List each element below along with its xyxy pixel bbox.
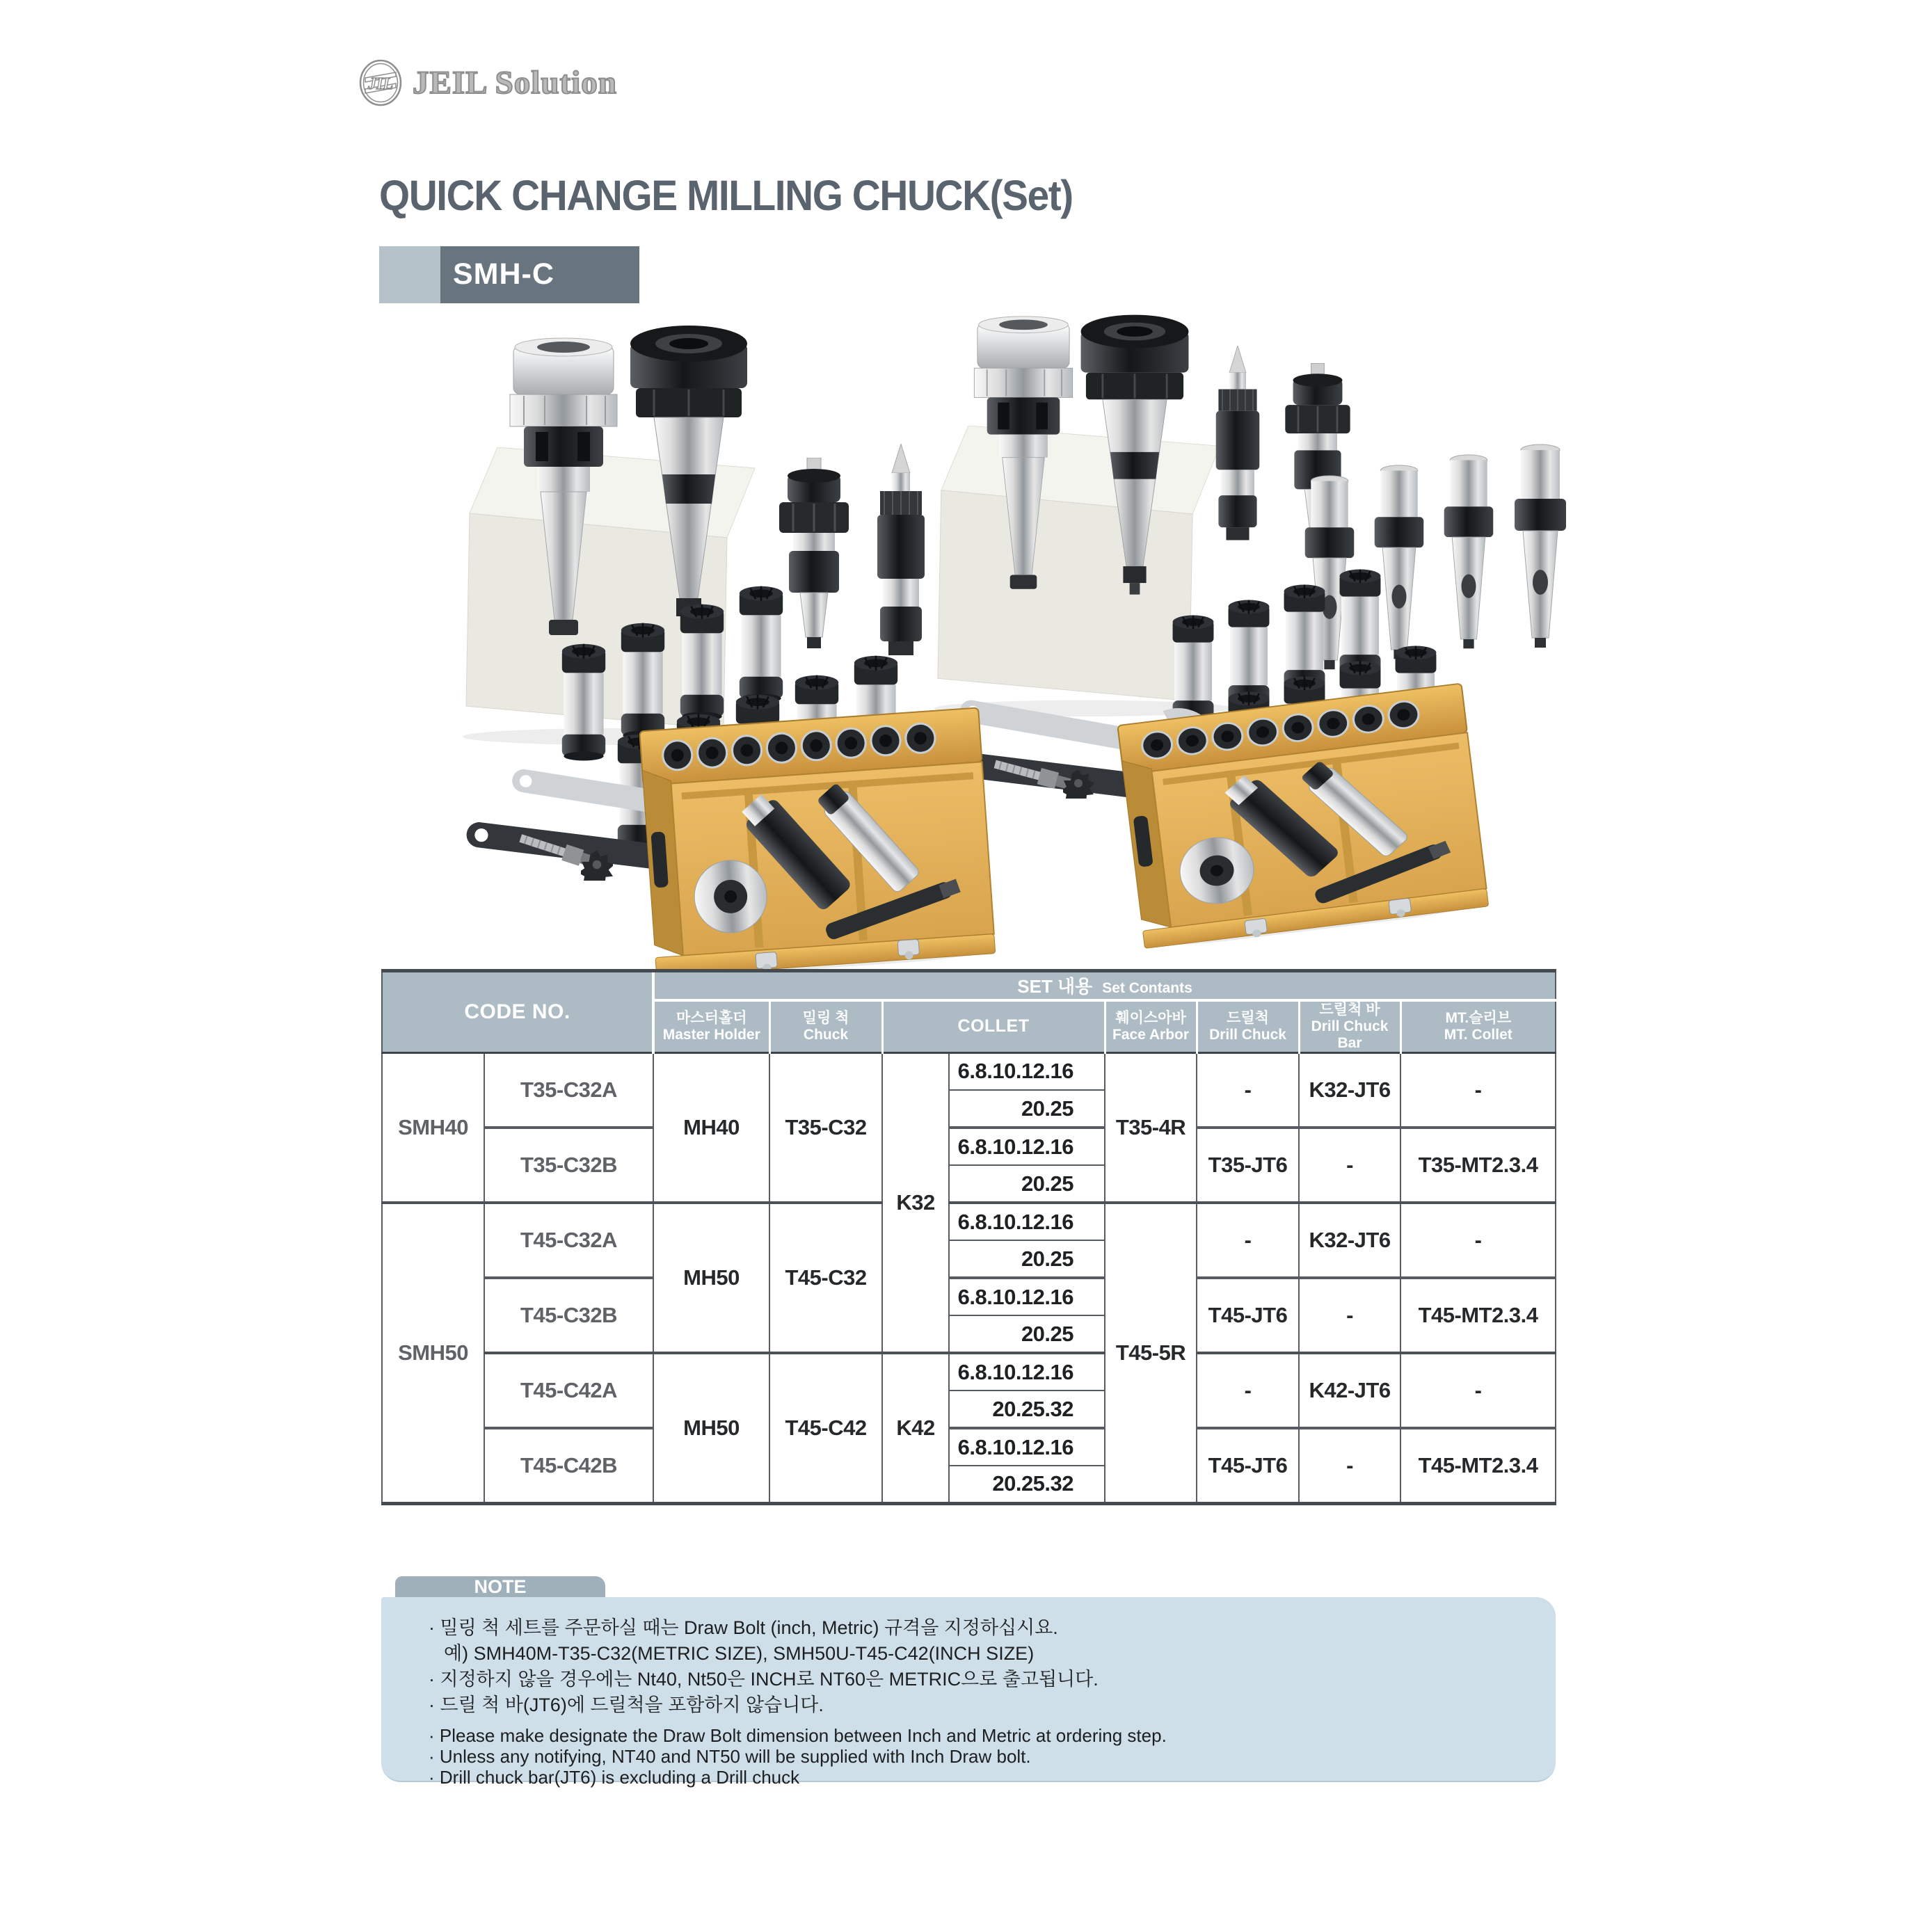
header-drill-chuck-bar: 드릴척 바 Drill Chuck Bar: [1299, 1000, 1400, 1053]
cell-drill-chuck-bar: K32-JT6: [1299, 1203, 1400, 1278]
cell-drill-chuck: -: [1197, 1052, 1299, 1128]
cell-code: T35-C32B: [484, 1128, 653, 1203]
brand-logo: [358, 58, 617, 107]
cell-collet-sizes: 6.8.10.12.16: [949, 1428, 1105, 1466]
page-title: QUICK CHANGE MILLING CHUCK(Set): [379, 172, 1073, 219]
cell-drill-chuck-bar: K32-JT6: [1299, 1052, 1400, 1128]
cell-collet-sizes: 20.25: [949, 1240, 1105, 1278]
cell-master: MH40: [653, 1052, 769, 1203]
header-master-holder: 마스터홀더 Master Holder: [653, 1000, 769, 1053]
cell-drill-chuck: -: [1197, 1353, 1299, 1428]
cell-drill-chuck: -: [1197, 1203, 1299, 1278]
note-line-en: · Please make designate the Draw Bolt dimension between Inch and Metric at ordering step.: [429, 1725, 1167, 1746]
product-photo-right-case: [1113, 680, 1493, 952]
cell-collet-sizes: 20.25.32: [949, 1391, 1105, 1428]
model-badge: [379, 246, 639, 303]
cell-collet-sizes: 20.25: [949, 1090, 1105, 1128]
cell-mt-collet: T45-MT2.3.4: [1400, 1428, 1556, 1503]
cell-mt-collet: T35-MT2.3.4: [1400, 1128, 1556, 1203]
note-tab: NOTE: [395, 1576, 605, 1597]
note-line-ko: 예) SMH40M-T35-C32(METRIC SIZE), SMH50U-T45-C42(INCH SIZE): [444, 1643, 1035, 1664]
header-set-contents: [653, 971, 1556, 1000]
cell-collet-sizes: 6.8.10.12.16: [949, 1353, 1105, 1391]
cell-face-arbor: T45-5R: [1105, 1203, 1197, 1503]
cell-collet-sizes: 6.8.10.12.16: [949, 1278, 1105, 1315]
cell-drill-chuck-bar: -: [1299, 1128, 1400, 1203]
svg-text:JIL: JIL: [368, 75, 393, 93]
cell-master: MH50: [653, 1353, 769, 1503]
note-box: [381, 1597, 1556, 1788]
cell-drill-chuck-bar: -: [1299, 1278, 1400, 1353]
cell-series: SMH40: [382, 1052, 484, 1203]
set-contents-table: [381, 969, 1556, 1505]
model-badge-accent: [379, 246, 440, 303]
cell-mt-collet: -: [1400, 1052, 1556, 1128]
header-set-en: Set Contants: [1102, 980, 1192, 997]
header-collet: COLLET: [882, 1000, 1105, 1053]
cell-drill-chuck-bar: K42-JT6: [1299, 1353, 1400, 1428]
header-code-no: CODE NO.: [382, 971, 653, 1053]
cell-collet-sizes: 6.8.10.12.16: [949, 1203, 1105, 1240]
cell-collet-sizes: 20.25.32: [949, 1466, 1105, 1503]
cell-code: T45-C42A: [484, 1353, 653, 1428]
cell-drill-chuck: T45-JT6: [1197, 1428, 1299, 1503]
note-english-block: [429, 1725, 1528, 1788]
cell-collet-key: K32: [882, 1052, 949, 1353]
cell-chuck: T35-C32: [769, 1052, 882, 1203]
cell-drill-chuck: T35-JT6: [1197, 1128, 1299, 1203]
cell-drill-chuck-bar: -: [1299, 1428, 1400, 1503]
cell-collet-key: K42: [882, 1353, 949, 1503]
cell-code: T45-C32B: [484, 1278, 653, 1353]
brand-monogram-icon: [358, 58, 403, 107]
cell-code: T45-C42B: [484, 1428, 653, 1503]
product-photo-left-case: [635, 705, 1000, 980]
header-drill-chuck: 드릴척 Drill Chuck: [1197, 1000, 1299, 1053]
note-line-ko: · 드릴 척 바(JT6)에 드릴척을 포함하지 않습니다.: [429, 1694, 824, 1715]
note-line-ko: · 지정하지 않을 경우에는 Nt40, Nt50은 INCH로 NT60은 METRIC으로 출고됩니다.: [429, 1669, 1099, 1690]
cell-master: MH50: [653, 1203, 769, 1353]
cell-drill-chuck: T45-JT6: [1197, 1278, 1299, 1353]
header-mt-collet: MT.슬리브 MT. Collet: [1400, 1000, 1556, 1053]
cell-mt-collet: -: [1400, 1203, 1556, 1278]
cell-mt-collet: T45-MT2.3.4: [1400, 1278, 1556, 1353]
brand-name: JEIL Solution: [413, 65, 617, 101]
note-line-en: · Unless any notifying, NT40 and NT50 will be supplied with Inch Draw bolt.: [429, 1746, 1031, 1767]
cell-code: T35-C32A: [484, 1052, 653, 1128]
cell-face-arbor: T35-4R: [1105, 1052, 1197, 1203]
header-face-arbor: 훼이스아바 Face Arbor: [1105, 1000, 1197, 1053]
cell-collet-sizes: 20.25: [949, 1315, 1105, 1353]
cell-collet-sizes: 6.8.10.12.16: [949, 1128, 1105, 1165]
model-badge-label: SMH-C: [440, 246, 639, 303]
cell-code: T45-C32A: [484, 1203, 653, 1278]
cell-collet-sizes: 6.8.10.12.16: [949, 1052, 1105, 1090]
header-chuck: 밀링 척 Chuck: [769, 1000, 882, 1053]
cell-mt-collet: -: [1400, 1353, 1556, 1428]
note-line-ko: · 밀링 척 세트를 주문하실 때는 Draw Bolt (inch, Metric) 규격을 지정하십시요.: [429, 1617, 1058, 1638]
cell-chuck: T45-C32: [769, 1203, 882, 1353]
note-line-en: · Drill chuck bar(JT6) is excluding a Drill chuck: [429, 1767, 800, 1788]
cell-series: SMH50: [382, 1203, 484, 1503]
header-set-ko: SET 내용: [1017, 976, 1093, 997]
cell-chuck: T45-C42: [769, 1353, 882, 1503]
cell-collet-sizes: 20.25: [949, 1165, 1105, 1203]
